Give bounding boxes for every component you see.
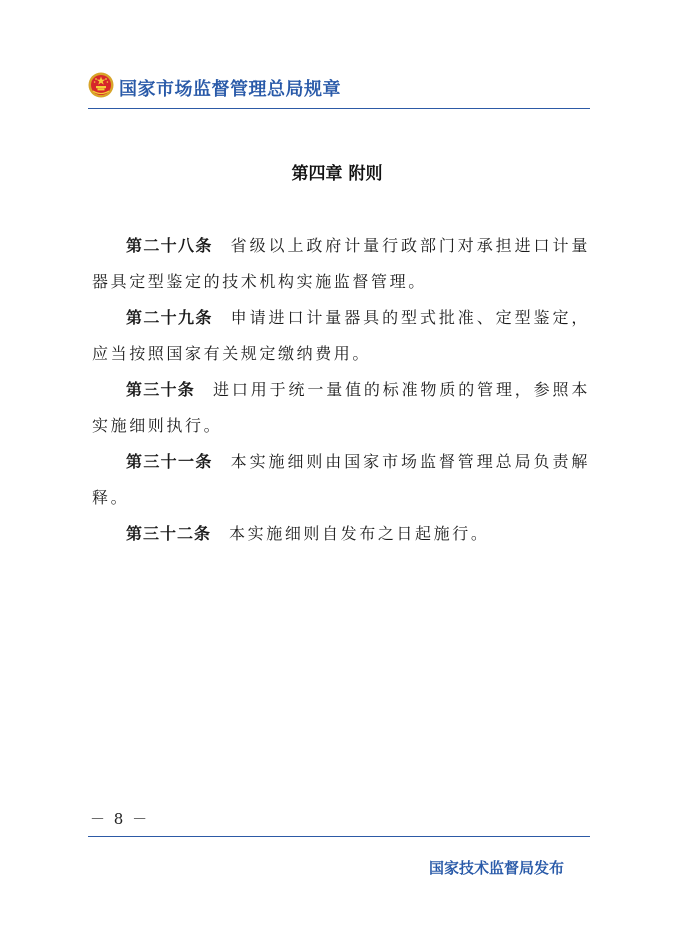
header-divider [88,108,590,109]
article-28 [92,228,590,300]
article-number: 第二十八条 [126,236,213,255]
article-list [92,228,590,552]
footer-publisher: 国家技术监督局发布 [428,859,564,877]
article-text: 本实施细则由国家市场监督管理总局负责解释。 [92,452,590,507]
footer-divider [88,836,590,837]
article-text: 进口用于统一量值的标准物质的管理，参照本实施细则执行。 [92,380,590,435]
article-number: 第三十一条 [126,452,213,471]
article-number: 第二十九条 [126,308,213,327]
article-31 [92,444,590,516]
page-number: － 8 － [90,810,150,828]
page-header [88,72,590,102]
chapter-title: 第四章 附则 [291,164,383,184]
article-29 [92,300,590,372]
article-text: 本实施细则自发布之日起施行。 [229,524,490,543]
article-text: 申请进口计量器具的型式批准、定型鉴定，应当按照国家有关规定缴纳费用。 [92,308,590,363]
article-32 [92,516,590,552]
article-number: 第三十条 [126,380,196,399]
article-text: 省级以上政府计量行政部门对承担进口计量器具定型鉴定的技术机构实施监督管理。 [92,236,590,291]
header-title: 国家市场监督管理总局规章 [119,79,341,100]
article-30 [92,372,590,444]
national-emblem-icon [88,72,114,98]
article-number: 第三十二条 [126,524,212,543]
